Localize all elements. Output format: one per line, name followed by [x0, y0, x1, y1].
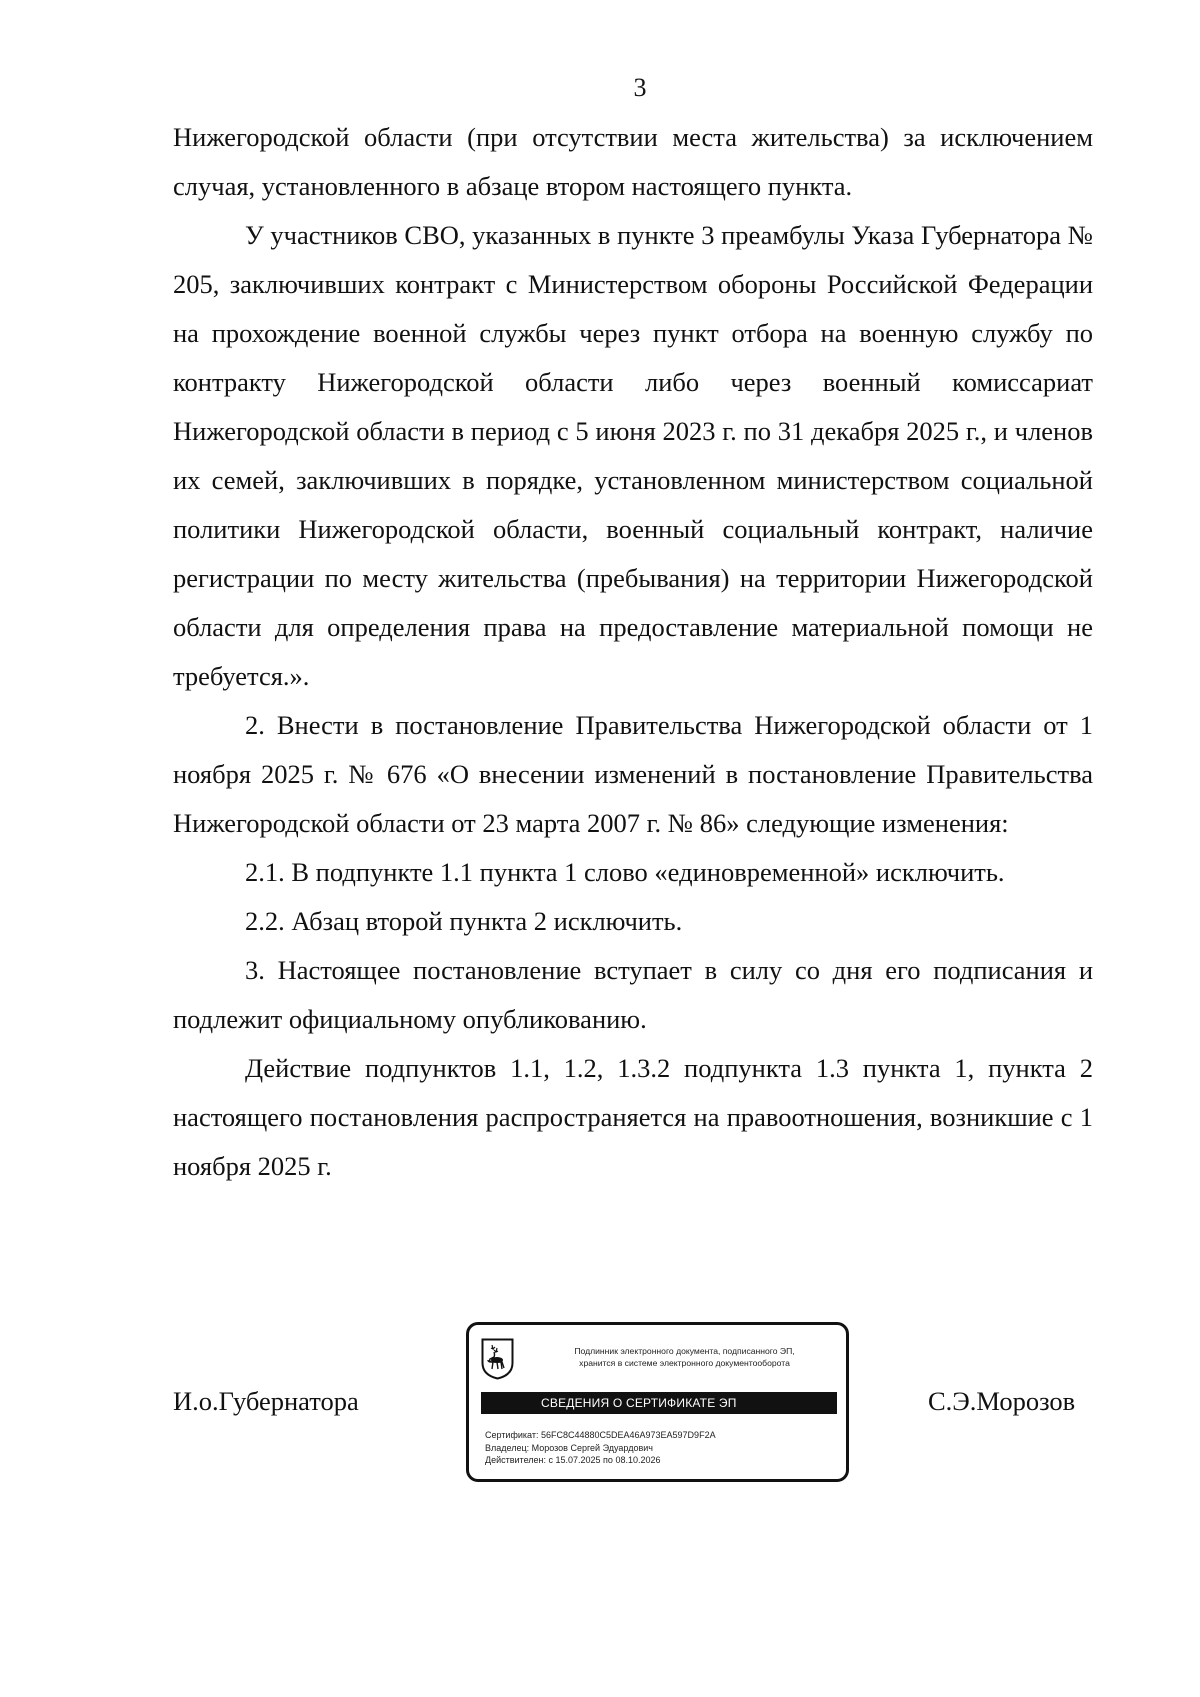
certificate-details: [485, 1429, 716, 1467]
paragraph-continuation: Нижегородской области (при отсутствии места жительства) за исключением случая, установленного в абзаце втором настоящего пункта.: [173, 122, 1093, 201]
signatory-title: И.о.Губернатора: [173, 1386, 359, 1416]
page-number: 3: [633, 73, 647, 102]
paragraph-item-3: 3. Настоящее постановление вступает в силу со дня его подписания и подлежит официальному опубликованию.: [173, 955, 1093, 1034]
certificate-owner: Владелец: Морозов Сергей Эдуардович: [485, 1442, 653, 1453]
stamp-header: [527, 1345, 842, 1369]
signatory-name: С.Э.Морозов: [928, 1386, 1076, 1416]
certificate-number: Сертификат: 56FC8C44880C5DEA46A973EA597D9F2A: [485, 1430, 716, 1440]
paragraph-svo-participants: У участников СВО, указанных в пункте 3 преамбулы Указа Губернатора № 205, заключивших контракт с Министерством обороны Российской Федерации на прохождение военной службы через пункт отбора на военную службу по контракту Нижегородской области либо через военный комиссариат Нижегородской области в период с 5 июня 2023 г. по 31 декабря 2025 г., и членов их семей, заключивших в порядке, установленном министерством социальной политики Нижегородской области, военный социальный контракт, наличие регистрации по месту жительства (пребывания) на территории Нижегородской области для определения права на предоставление материальной помощи не требуется.».: [173, 220, 1093, 691]
electronic-signature-stamp: [466, 1322, 849, 1482]
paragraph-item-2-1: 2.1. В подпункте 1.1 пункта 1 слово «единовременной» исключить.: [245, 857, 1005, 887]
paragraph-item-2-2: 2.2. Абзац второй пункта 2 исключить.: [245, 906, 683, 936]
stamp-header-line: хранится в системе электронного документооборота: [579, 1358, 790, 1368]
deer-coat-of-arms-icon: [481, 1338, 514, 1380]
certificate-info-bar: СВЕДЕНИЯ О СЕРТИФИКАТЕ ЭП: [481, 1392, 837, 1414]
document-body: [173, 113, 1093, 1191]
paragraph-item-2: 2. Внести в постановление Правительства Нижегородской области от 1 ноября 2025 г. № 676 «О внесении изменений в постановление Правительства Нижегородской области от 23 марта 2007 г. № 86» следующие изменения:: [173, 710, 1093, 838]
certificate-validity: Действителен: с 15.07.2025 по 08.10.2026: [485, 1455, 661, 1465]
paragraph-effect: Действие подпунктов 1.1, 1.2, 1.3.2 подпункта 1.3 пункта 1, пункта 2 настоящего постановления распространяется на правоотношения, возникшие с 1 ноября 2025 г.: [173, 1053, 1093, 1181]
stamp-header-line: Подлинник электронного документа, подписанного ЭП,: [574, 1346, 795, 1356]
